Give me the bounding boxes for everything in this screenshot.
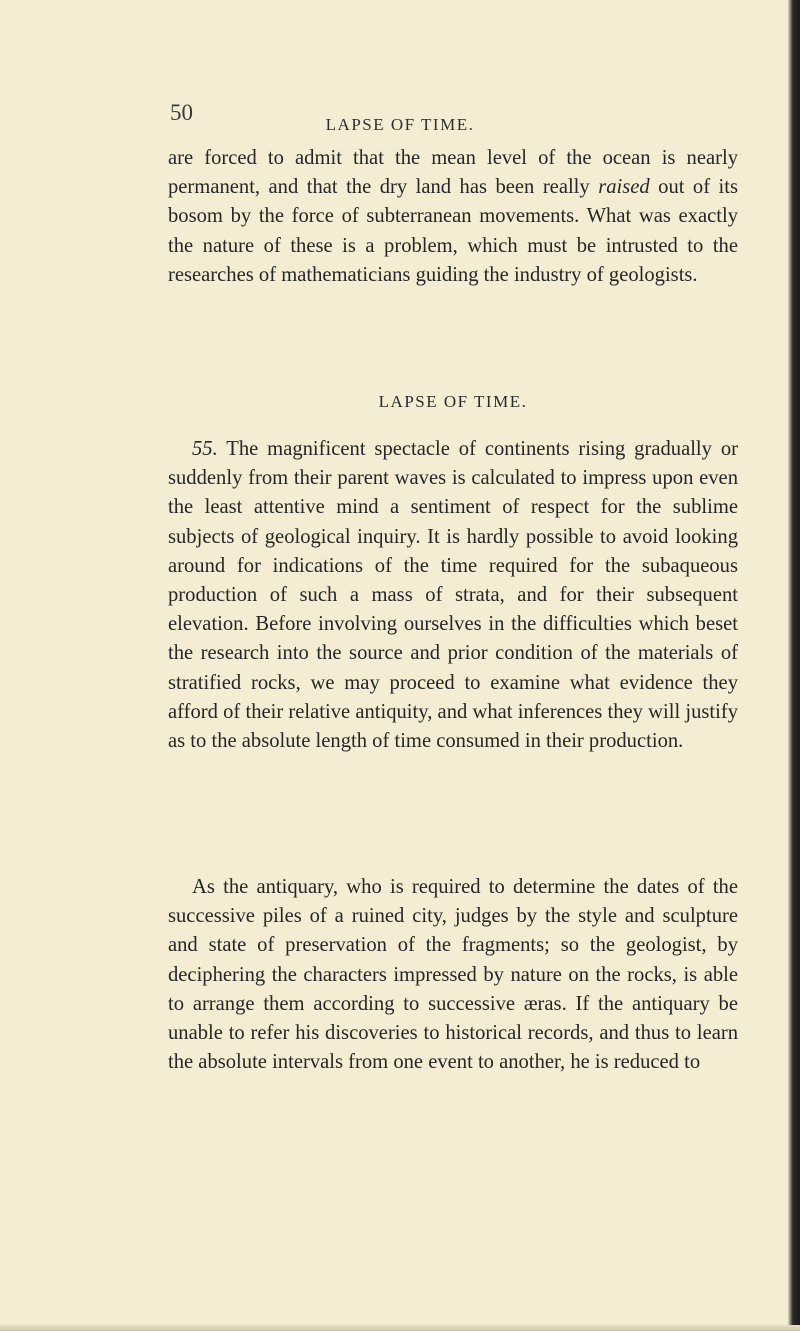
paragraph-number: 55. <box>192 438 218 460</box>
paragraph-continuation <box>168 144 738 290</box>
paragraph-1-text-a: are forced to admit that the mean level of the ocean is nearly permanent, and that the dry land has been really <box>168 147 738 199</box>
section-heading: LAPSE OF TIME. <box>378 392 528 411</box>
page-number: 50 <box>170 100 193 125</box>
paragraph-2-text: The magnificent spectacle of continents rising gradually or suddenly from their parent waves is calculated to impress upon even the least attentive mind a sentiment of respect for the sublime subjects of geological inquiry. It is hardly possible to avoid looking around for indications of the time required for the subaqueous production of such a mass of strata, and for their subsequent elevation. Before involving ourselves in the difficulties which beset the research into the source and prior condition of the materials of stratified rocks, we may proceed to examine what evidence they afford of their relative antiquity, and what inferences they will justify as to the absolute length of time consumed in their production. <box>168 438 738 753</box>
page-bottom-edge <box>0 1325 800 1331</box>
page-edge-shadow <box>788 0 800 1331</box>
paragraph-antiquary: As the antiquary, who is required to determine the dates of the successive piles of a ruined city, judges by the style and sculpture and state of preservation of the fragments; so the geologist, by deciphering the characters impressed by nature on the rocks, is able to arrange them according to successive æras. If the antiquary be unable to refer his discoveries to historical records, and thus to learn the absolute intervals from one event to another, he is reduced to <box>168 876 738 1074</box>
paragraph-1-text-b: out of its bosom by the force of subterranean movements. What was exactly the nature of these is a problem, which must be intrusted to the researches of mathematicians guiding the industry of geologists. <box>168 176 739 286</box>
italic-emphasis: raised <box>598 176 650 199</box>
paragraph-55 <box>168 435 738 756</box>
running-head: LAPSE OF TIME. <box>325 115 475 134</box>
